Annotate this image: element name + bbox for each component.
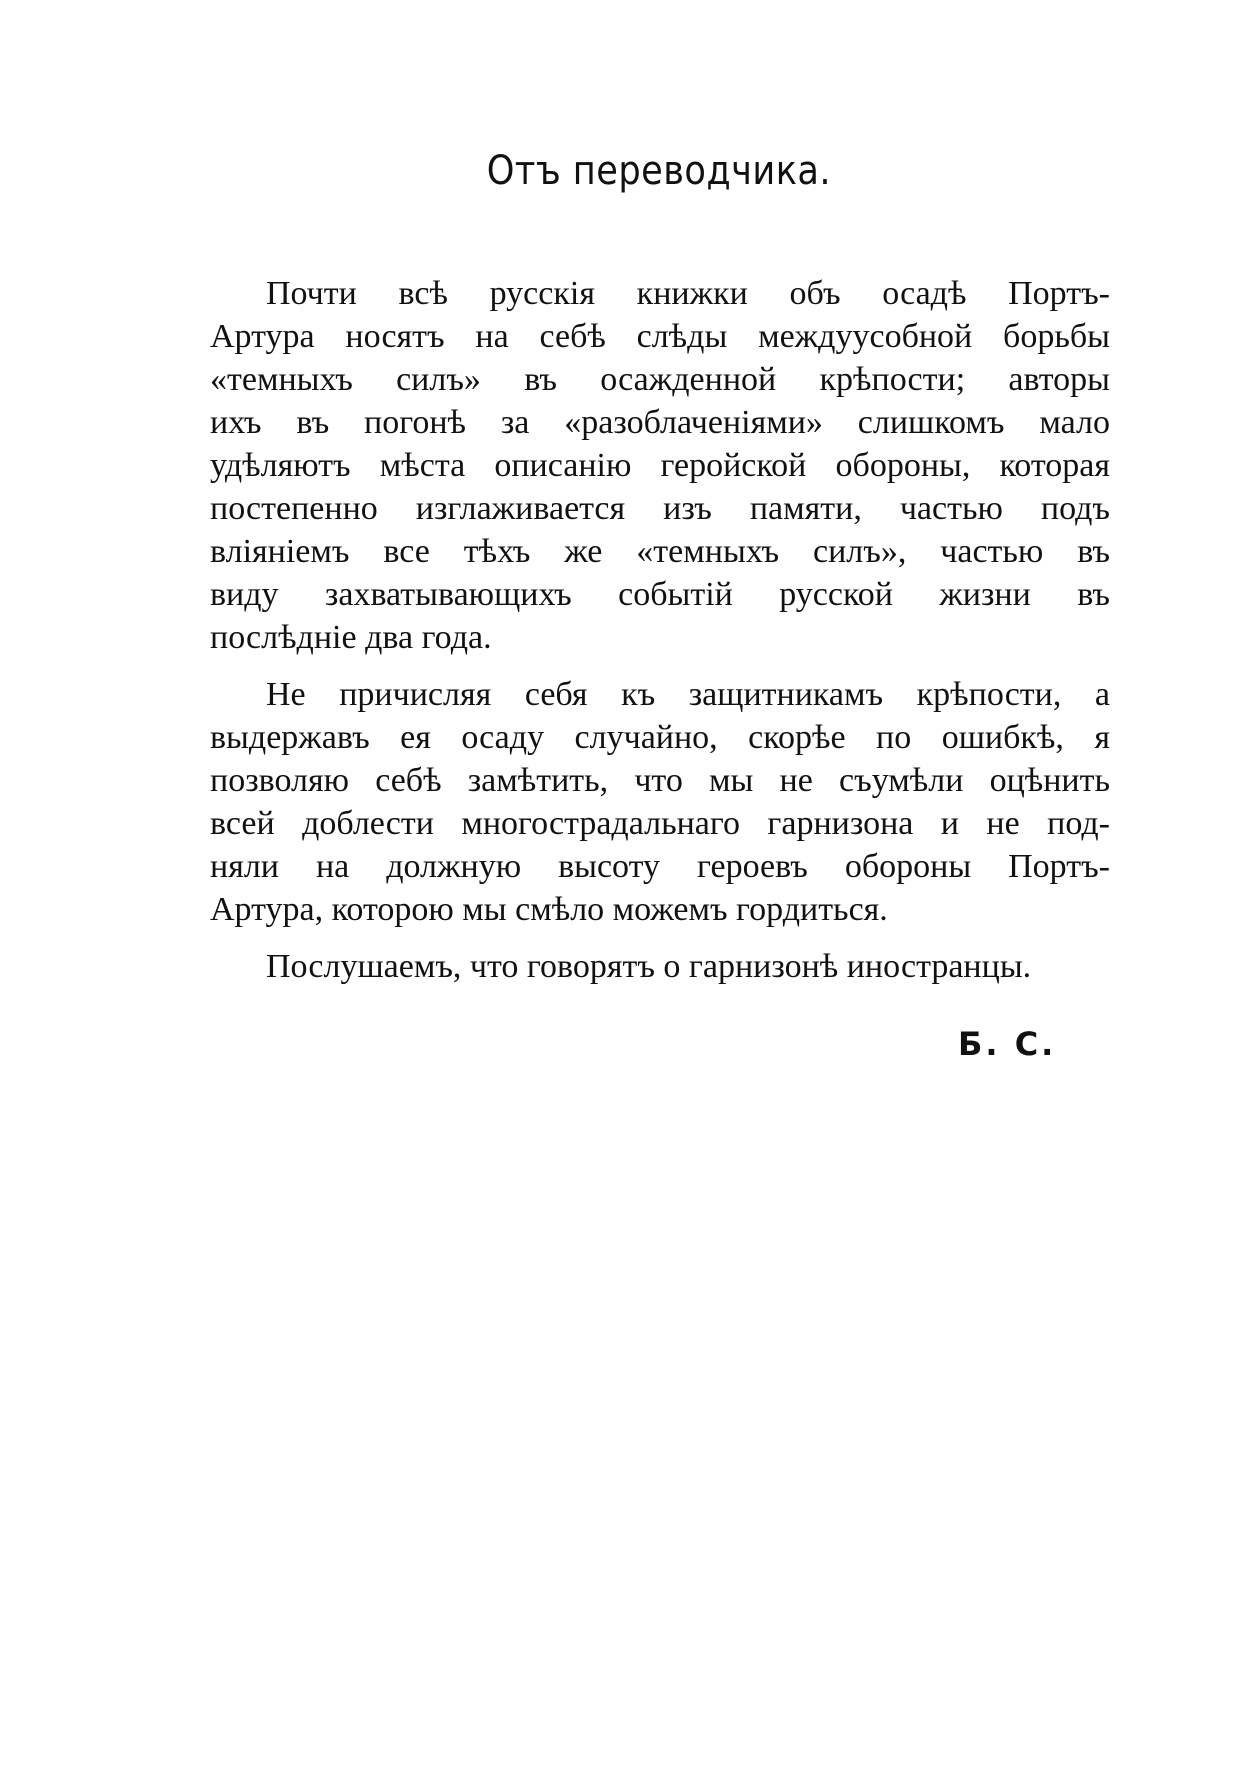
text-line: ихъ въ погонѣ за «разоблаченіями» слишкомъ мало: [210, 404, 1110, 441]
text-line: Артура, которою мы смѣло можемъ гордиться.: [210, 891, 888, 928]
text-line: Артура носятъ на себѣ слѣды междуусобной борьбы: [210, 318, 1110, 355]
text-line: Послушаемъ, что говорятъ о гарнизонѣ иностранцы.: [266, 948, 1032, 985]
text-line: выдержавъ ея осаду случайно, скорѣе по ошибкѣ, я: [210, 719, 1110, 756]
text-line: послѣдніе два года.: [210, 619, 492, 656]
text-line: Не причисляя себя къ защитникамъ крѣпости, а: [266, 676, 1110, 713]
text-line: вліяніемъ все тѣхъ же «темныхъ силъ», частью въ: [210, 533, 1110, 570]
signature: Б. С.: [958, 1025, 1057, 1063]
text-line: постепенно изглаживается изъ памяти, частью подъ: [210, 490, 1110, 527]
text-line: удѣляютъ мѣста описанію геройской обороны, которая: [210, 447, 1110, 484]
page-title: Отъ переводчика.: [486, 148, 832, 194]
text-line: Почти всѣ русскія книжки объ осадѣ Портъ-: [266, 275, 1110, 312]
text-line: «темныхъ силъ» въ осажденной крѣпости; авторы: [210, 361, 1110, 398]
paragraph-3: [210, 945, 1110, 988]
paragraph-1: [210, 272, 1110, 659]
text-line: позволяю себѣ замѣтить, что мы не съумѣли оцѣнить: [210, 762, 1110, 799]
paragraph-2: [210, 673, 1110, 931]
text-line: няли на должную высоту героевъ обороны Портъ-: [210, 848, 1110, 885]
text-line: виду захватывающихъ событій русской жизни въ: [210, 576, 1110, 613]
text-line: всей доблести многострадальнаго гарнизона и не под-: [210, 805, 1110, 842]
body-text: [210, 272, 1110, 988]
